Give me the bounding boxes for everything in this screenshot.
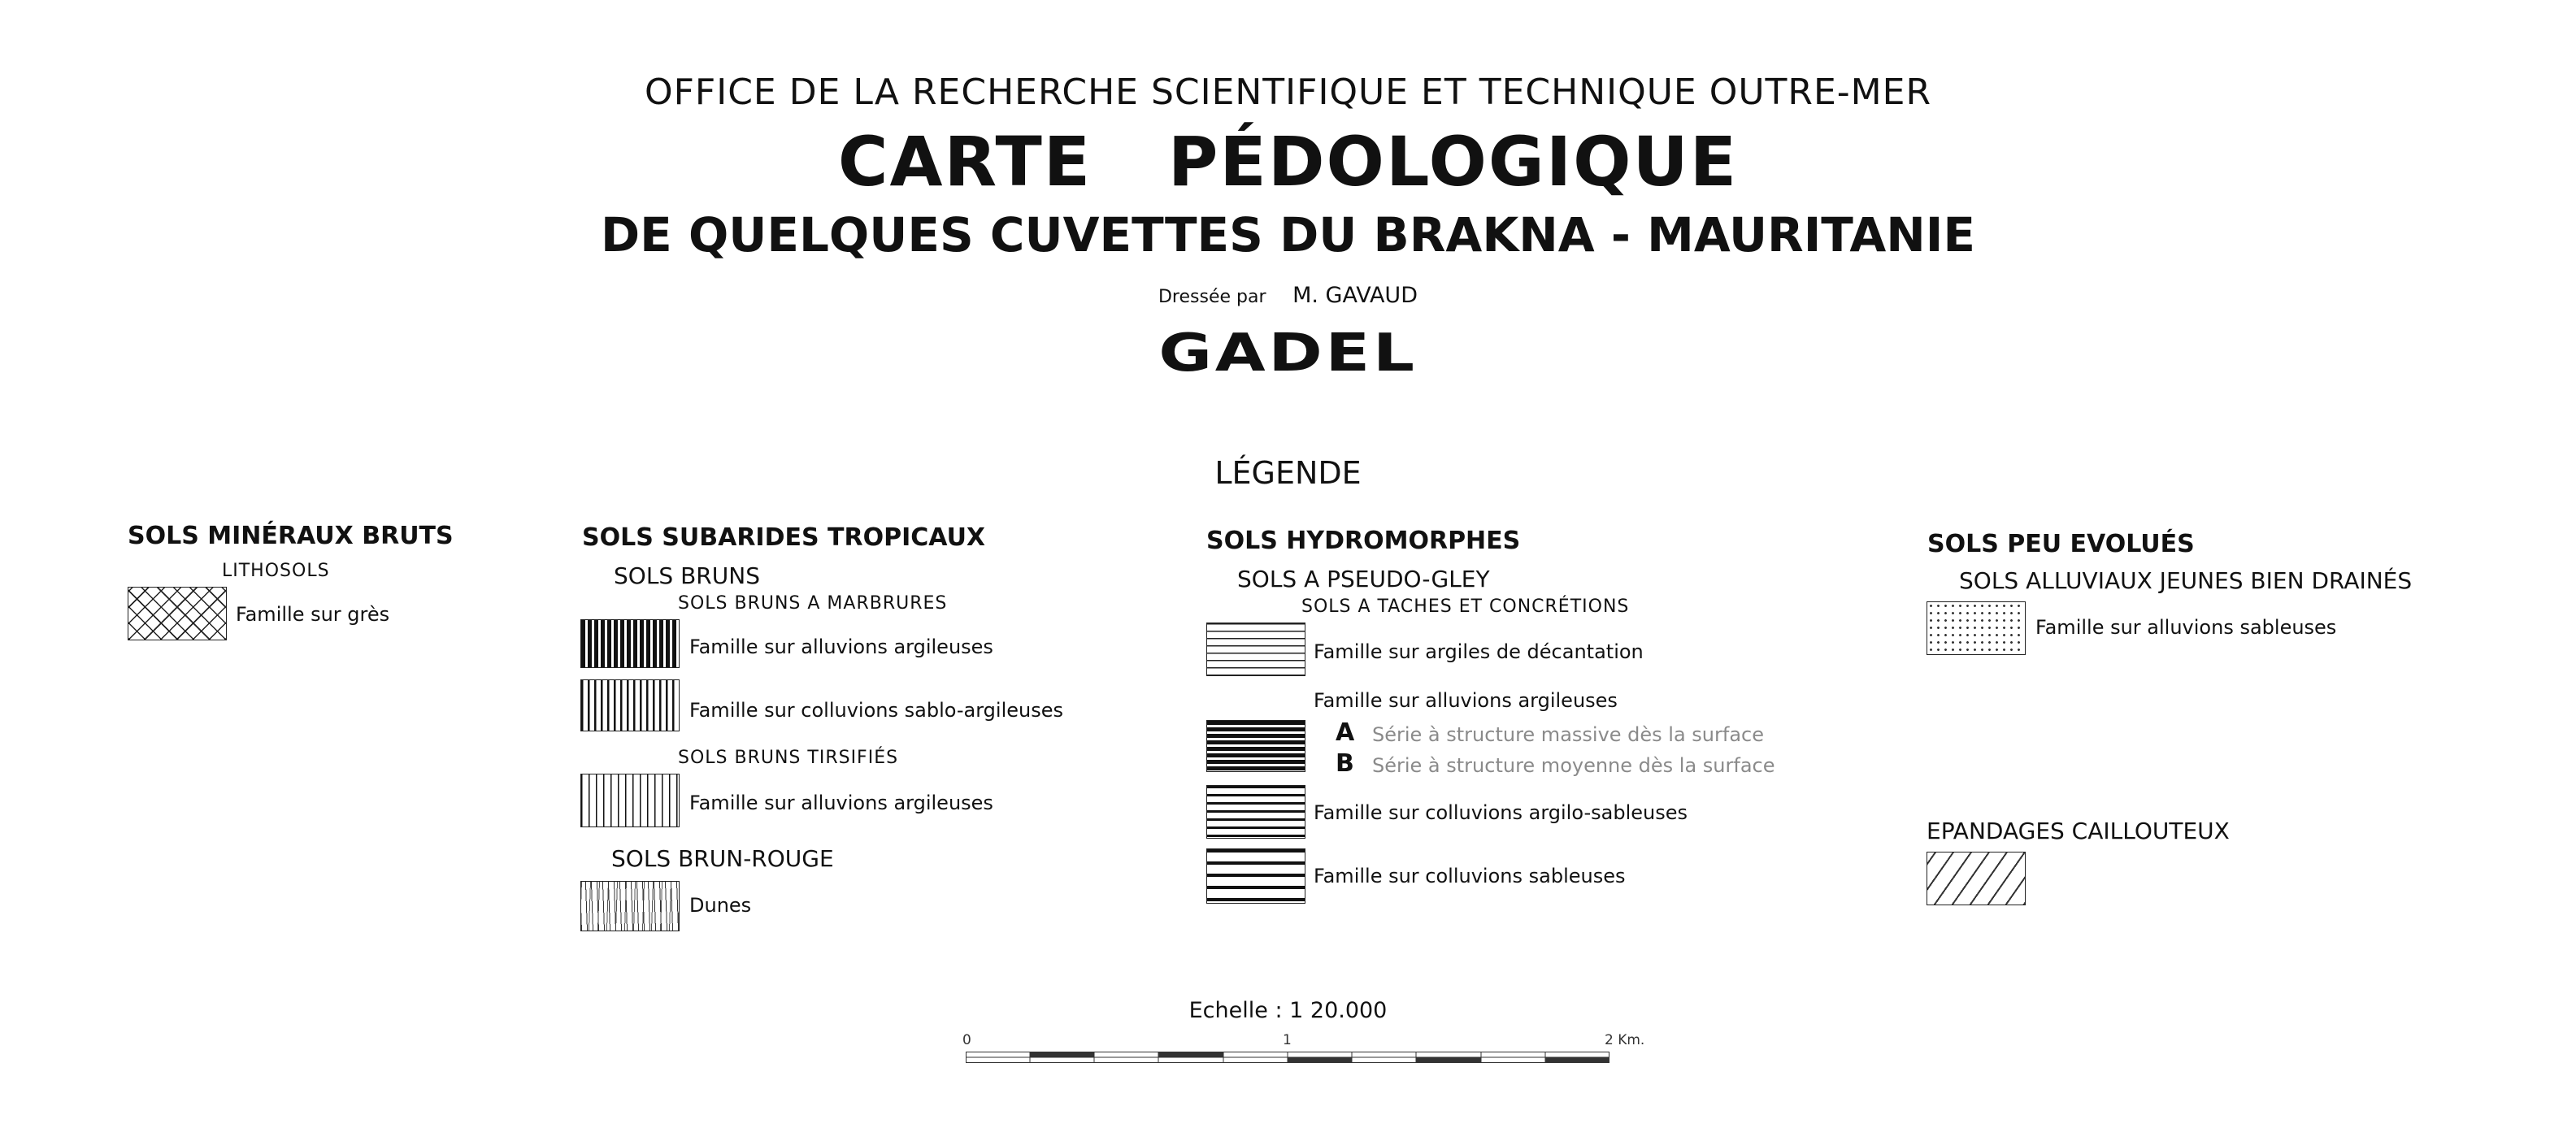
col2-group1-sub: SOLS BRUNS A MARBRURES bbox=[678, 593, 948, 614]
col4-item1: Famille sur alluvions sableuses bbox=[2035, 616, 2337, 639]
col3-group1: SOLS A PSEUDO-GLEY bbox=[1237, 566, 1490, 592]
swatch-gres bbox=[128, 587, 227, 640]
drawn-by-label: Dressée par bbox=[1158, 287, 1266, 307]
col4-title2: EPANDAGES CAILLOUTEUX bbox=[1927, 818, 2230, 844]
col2-item4: Dunes bbox=[689, 894, 752, 917]
map-title: CARTE PÉDOLOGIQUE bbox=[837, 122, 1739, 202]
col2-group2: SOLS BRUN-ROUGE bbox=[611, 845, 834, 872]
col1-item1: Famille sur grès bbox=[236, 603, 390, 626]
swatch-alluvions-argileuses-hydro bbox=[1206, 720, 1305, 772]
serie-a-label: Série à structure massive dès la surface bbox=[1372, 723, 1765, 746]
office-title: OFFICE DE LA RECHERCHE SCIENTIFIQUE ET TECHNIQUE OUTRE-MER bbox=[644, 72, 1932, 113]
scale-tick-0: 0 bbox=[962, 1032, 971, 1048]
swatch-epandages bbox=[1927, 852, 2026, 905]
swatch-argiles-decantation bbox=[1206, 623, 1305, 676]
col1-title: SOLS MINÉRAUX BRUTS bbox=[128, 522, 454, 550]
author-line bbox=[0, 283, 2576, 308]
col3-item4: Famille sur colluvions sableuses bbox=[1314, 865, 1626, 887]
swatch-tirsifies bbox=[580, 774, 680, 827]
col2-item3: Famille sur alluvions argileuses bbox=[689, 792, 993, 814]
serie-letter-a: A bbox=[1336, 718, 1355, 747]
col3-group1-sub: SOLS A TACHES ET CONCRÉTIONS bbox=[1301, 597, 1630, 617]
scale-tick-1: 1 bbox=[1283, 1032, 1292, 1048]
swatch-dunes bbox=[580, 881, 680, 931]
col3-item1: Famille sur argiles de décantation bbox=[1314, 640, 1644, 663]
col4-group1: SOLS ALLUVIAUX JEUNES BIEN DRAINÉS bbox=[1959, 567, 2413, 594]
col2-title: SOLS SUBARIDES TROPICAUX bbox=[582, 523, 986, 552]
map-subtitle: DE QUELQUES CUVETTES DU BRAKNA - MAURITANIE bbox=[600, 207, 1975, 262]
col2-group1: SOLS BRUNS bbox=[614, 562, 760, 589]
place-name: GADEL bbox=[1158, 323, 1418, 384]
col1-sub: LITHOSOLS bbox=[222, 561, 330, 581]
author-name: M. GAVAUD bbox=[1292, 283, 1418, 308]
swatch-colluvions-sableuses bbox=[1206, 848, 1305, 904]
legend-title: LÉGENDE bbox=[1214, 455, 1362, 491]
col2-item1: Famille sur alluvions argileuses bbox=[689, 636, 993, 658]
serie-letter-b: B bbox=[1336, 749, 1354, 778]
col2-group1-sub2: SOLS BRUNS TIRSIFIÉS bbox=[678, 748, 899, 768]
swatch-alluvions-argileuses bbox=[580, 619, 680, 668]
swatch-colluvions-sablo bbox=[580, 679, 680, 731]
col3-item3: Famille sur colluvions argilo-sableuses bbox=[1314, 801, 1688, 824]
col4-title: SOLS PEU EVOLUÉS bbox=[1927, 530, 2195, 558]
scale-label: Echelle : 1 20.000 bbox=[1188, 998, 1388, 1023]
scale-bar bbox=[966, 1052, 1609, 1063]
col3-item2: Famille sur alluvions argileuses bbox=[1314, 689, 1618, 712]
col3-title: SOLS HYDROMORPHES bbox=[1206, 527, 1521, 555]
scale-tick-2: 2 Km. bbox=[1605, 1032, 1645, 1048]
swatch-alluvions-sableuses bbox=[1927, 601, 2026, 655]
col2-item2: Famille sur colluvions sablo-argileuses bbox=[689, 699, 1063, 722]
swatch-colluvions-argilo bbox=[1206, 785, 1305, 839]
serie-b-label: Série à structure moyenne dès la surface bbox=[1372, 754, 1775, 777]
